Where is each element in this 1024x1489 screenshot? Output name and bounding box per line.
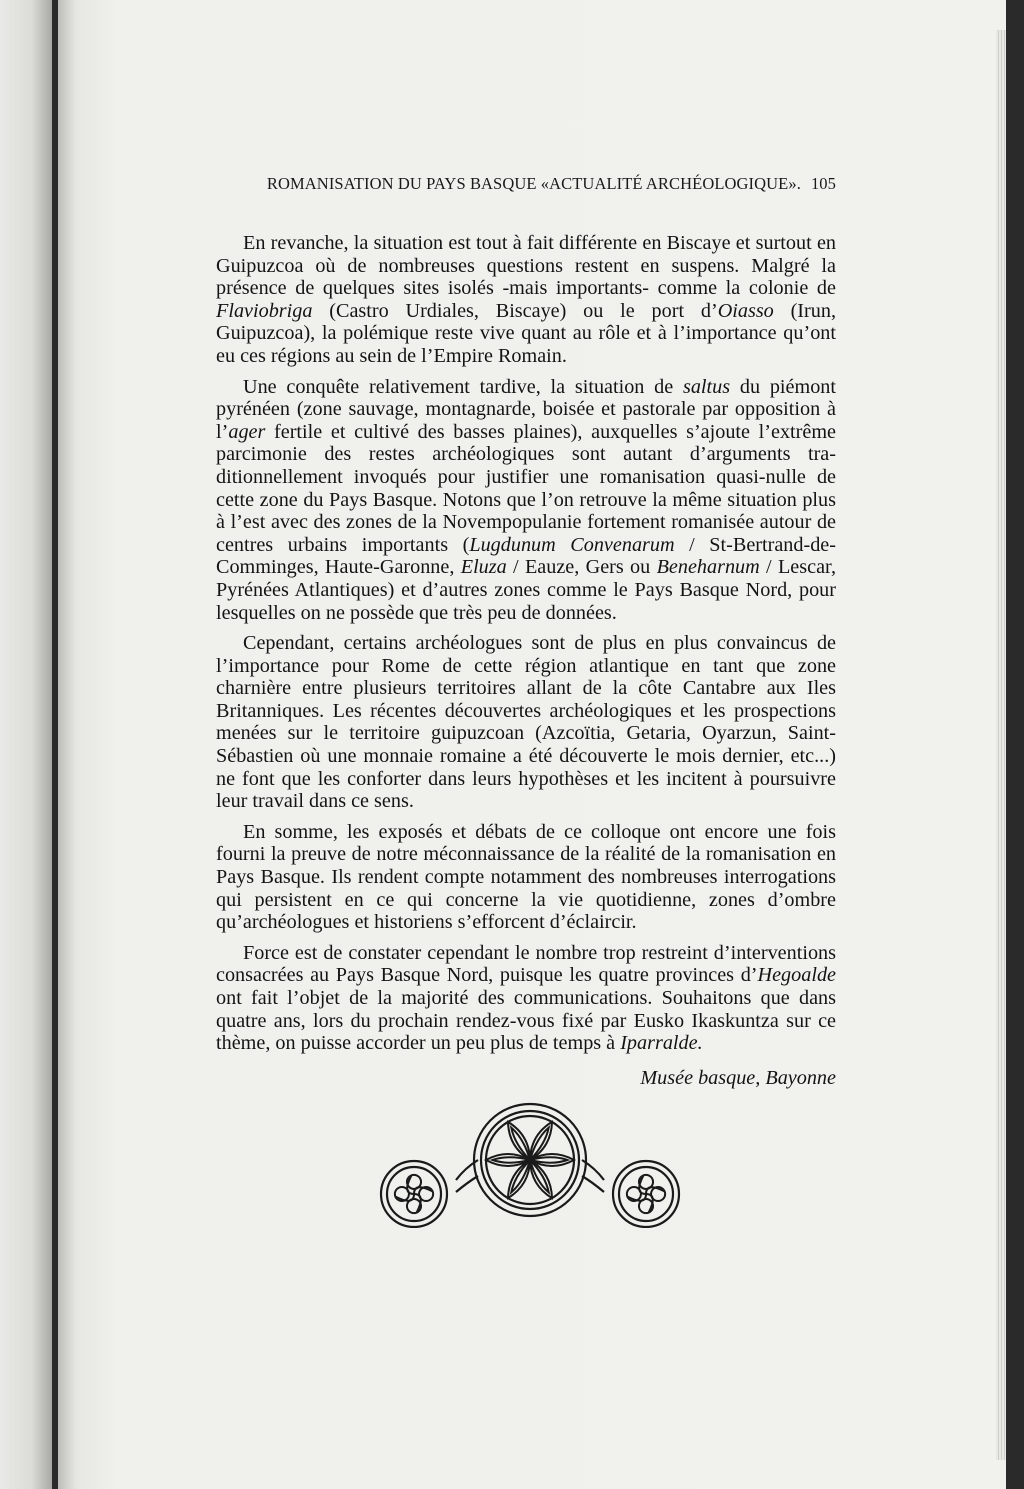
text-run: Une conquête relativement tardive, la situation de (243, 375, 683, 398)
left-page-edge (0, 0, 52, 1489)
text-run: En revanche, la situation est tout à fait différente en Biscaye et surtout en Guipuzcoa où de nombreuses questions restent en suspens. Malgré la présence de quelques sites isolés -mais importants- comme la colonie de (216, 232, 836, 300)
text-run: / St-Bertrand-de-Comminges, Haute-Garonne, (216, 533, 836, 579)
page-stack-edge (996, 30, 1006, 1460)
body-text (216, 232, 836, 1055)
text-run: Cependant, certains archéologues sont de plus en plus convaincus de l’importance pour Rome de cette région atlantique en tant que zone charnière entre plusieurs territoires allant de la côte Cantabre aux Iles Britanniques. Les récentes découvertes archéologiques et les prospections menées sur le territoire guipuzcoan (Azcoïtia, Getaria, Oyarzun, Saint-Sébastien où une monnaie romaine a été découverte le mois dernier, etc...) ne font que les conforter dans leurs hypothèses et les incitent à poursuivre leur travail dans ce sens. (216, 632, 836, 813)
paragraph (216, 632, 836, 813)
text-run: du piémont pyrénéen (zone sauvage, montagnarde, boisée et pastorale par opposition à l’ (216, 375, 836, 443)
italic-term: Iparralde. (620, 1032, 703, 1055)
text-run: ont fait l’objet de la majorité des communications. Souhaitons que dans quatre ans, lors du prochain rendez-vous fixé par Eusko Ikaskuntza sur ce thème, on puisse accorder un peu plus de temps à (216, 987, 836, 1055)
italic-term: saltus (682, 375, 731, 398)
italic-term: Eluza (460, 556, 507, 579)
paragraph (216, 232, 836, 368)
page-number: 105 (810, 174, 836, 193)
text-run: (Irun, Guipuzcoa), la polémique reste vive quant au rôle et à l’importance qu’ont eu ces régions au sein de l’Empire Romain. (216, 299, 836, 367)
rosette-petal-inner (493, 1157, 530, 1162)
paragraph (216, 821, 836, 934)
signature: Musée basque, Bayonne (640, 1067, 836, 1089)
text-run: (Castro Urdiales, Biscaye) ou le port d’ (312, 299, 718, 322)
italic-term: Beneharnum (656, 556, 760, 579)
italic-term: ager (228, 420, 266, 443)
paragraph (216, 942, 836, 1055)
italic-term: Hegoalde (757, 964, 836, 987)
text-run: En somme, les exposés et débats de ce colloque ont encore une fois fourni la preuve de notre méconnaissance de la réalité de la romanisation en Pays Basque. Ils rendent compte notamment des nombreuses interrogations qui persistent en ce qui concerne la vie quotidienne, zones d’ombre qu’archéologues et historiens s’efforcent d’éclaircir. (216, 820, 836, 934)
running-title: ROMANISATION DU PAYS BASQUE «ACTUALITÉ ARCHÉOLOGIQUE». (266, 174, 801, 193)
italic-term: Lugdunum Convenarum (469, 533, 675, 556)
text-run: fertile et cultivé des basses plaines), auxquelles s’ajoute l’extrême parcimonie des restes archéologiques sont autant d’arguments traditionnellement invoqués pour justifier une romanisation quasi-nulle de cette zone du Pays Basque. Notons que l’on retrouve la même situation plus à l’est avec des zones de la Novempopulanie fortement romanisée autour de centres urbains importants ( (216, 420, 836, 556)
italic-term: Flaviobriga (216, 299, 313, 322)
text-run: / Eauze, Gers ou (506, 556, 657, 579)
rosette-petal-inner (530, 1157, 567, 1162)
italic-term: Oiasso (717, 299, 774, 322)
rosette-center (526, 1156, 534, 1164)
basque-rosette-lauburu-ornament-icon (370, 1098, 690, 1228)
text-run: Force est de constater cependant le nombre trop restreint d’interventions consacrées au Pays Basque Nord, puisque les quatre provinces d’ (216, 941, 836, 987)
text-run: / Lescar, Pyrénées Atlantiques) et d’autres zones comme le Pays Basque Nord, pour lesquelles on ne possède que très peu de données. (216, 556, 836, 624)
paragraph (216, 376, 836, 625)
running-header (160, 174, 836, 194)
